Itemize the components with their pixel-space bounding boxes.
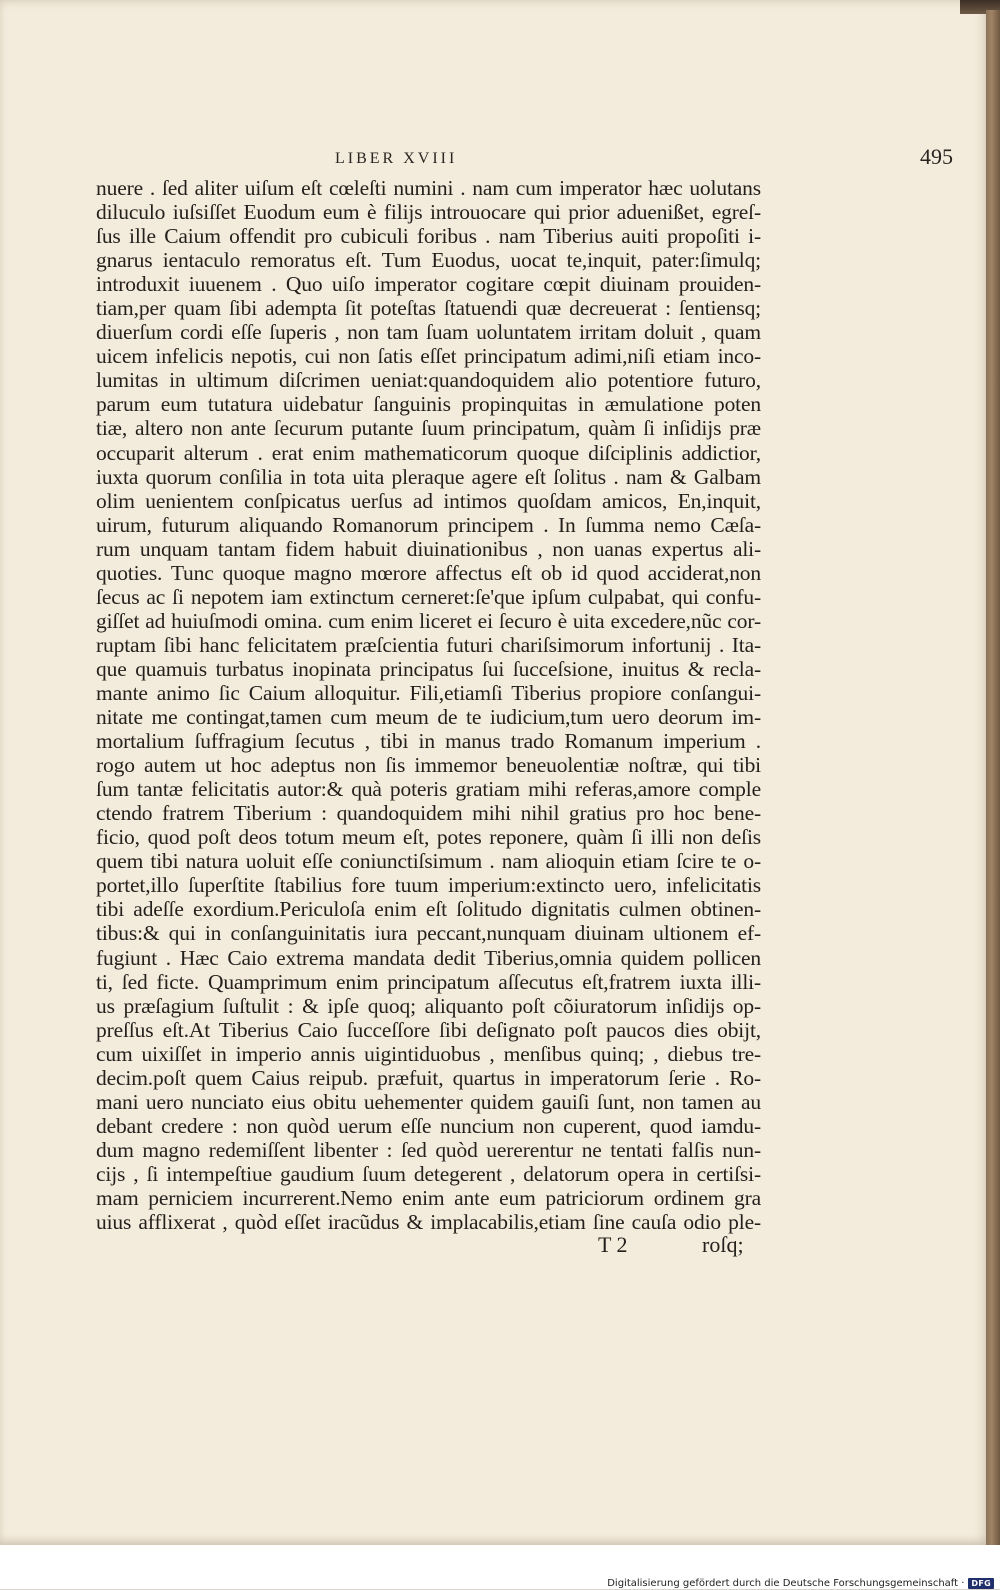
text-line: us præſagium ſuſtulit : & ipſe quoq; aliquanto poſt cõiuratorum inſidijs op- <box>96 993 761 1018</box>
text-line: uirum, futurum aliquando Romanorum principem . In ſumma nemo Cæſa- <box>96 512 761 537</box>
text-line: giſſet ad huiuſmodi omina. cum enim liceret ei ſecuro è uita excedere,nũc cor- <box>96 608 761 633</box>
text-line: uius afflixerat , quòd eſſet iracũdus & implacabilis,etiam ſine cauſa odio ple- <box>96 1210 761 1235</box>
running-title: LIBER XVIII <box>335 150 458 167</box>
text-line: iuxta quorum conſilia in tota uita pleraque agere eſt ſolitus . nam & Galbam <box>96 464 761 489</box>
credit-text: Digitalisierung gefördert durch die Deutsche Forschungsgemeinschaft · <box>607 1577 965 1589</box>
text-line: cum uixiſſet in imperio annis uigintiduobus , menſibus quinq; , diebus tre- <box>96 1041 761 1066</box>
text-line: que quamuis turbatus inopinata principatus ſui ſucceſsione, inuitus & recla- <box>96 656 761 681</box>
book-edge <box>986 10 1000 1550</box>
text-line: tibus:& qui in conſanguinitatis iura peccant,nunquam diuinam ultionem ef- <box>96 921 761 946</box>
text-line: rum unquam tantam fidem habuit diuinationibus , non uanas expertus ali- <box>96 536 761 561</box>
text-line: ſum tantæ felicitatis autor:& quà poteris gratiam mihi referas,amore comple <box>96 777 761 802</box>
text-line: dum magno redemiſſent libenter : ſed quòd uererentur ne tentati falſis nun- <box>96 1137 761 1162</box>
text-line: mam perniciem incurrerent.Nemo enim ante eum patriciorum ordinem gra <box>96 1185 761 1210</box>
text-line: quoties. Tunc quoque magno mœrore affectus eſt ob id quod acciderat,non <box>96 560 761 585</box>
text-line: rogo autem ut hoc adeptus non ſis immemor beneuolentiæ noſtræ, qui tibi <box>96 753 761 778</box>
digitization-credit <box>607 1576 994 1590</box>
text-line: tibi adeſſe exordium.Periculoſa enim eſt ſolitudo dignitatis culmen obtinen- <box>96 897 761 922</box>
text-line: mante animo ſic Caium alloquitur. Fili,etiamſi Tiberius propiore conſangui- <box>96 680 761 705</box>
text-line: debant credere : non quòd uerum eſſe nuncium non cuperent, quod iamdu- <box>96 1113 761 1138</box>
text-line: tiæ, altero non ante ſecurum putante ſuum principatum, quàm ſi inſidijs præ <box>96 416 761 441</box>
text-line: diuerſum cordi eſſe ſuperis , non tam ſuam uoluntatem irritam doluit , quam <box>96 320 761 345</box>
text-line: preſſus eſt.At Tiberius Caio ſucceſſore ſibi deſignato poſt paucos dies obijt, <box>96 1017 761 1042</box>
body-text <box>96 176 761 1234</box>
text-line: fugiunt . Hæc Caio extrema mandata dedit Tiberius,omnia quidem pollicen <box>96 945 761 970</box>
text-line: tiam,per quam ſibi adempta ſit poteſtas ſtatuendi quæ decreuerat : ſentiensq; <box>96 296 761 321</box>
text-line: ſecus ac ſi nepotem iam extinctum cerneret:ſe'que ipſum culpabat, qui confu- <box>96 584 761 609</box>
page-number: 495 <box>920 144 953 169</box>
text-line: ruptam ſibi hanc felicitatem præſcientia futuri chariſsimorum infortunij . Ita- <box>96 632 761 657</box>
text-line: nitate me contingat,tamen cum meum de te iudicium,tum uero deorum im- <box>96 705 761 730</box>
text-line: ti, ſed ficte. Quamprimum enim principatum aſſecutus eſt,fratrem iuxta illi- <box>96 969 761 994</box>
text-line: diluculo iuſsiſſet Euodum eum è filijs introuocare qui prior aduenißet, egreſ- <box>96 200 761 225</box>
text-line: olim uenientem conſpicatus uerſus ad intimos quoſdam amicos, En,inquit, <box>96 488 761 513</box>
text-line: portet,illo ſuperſtite ſtabilius fore tuum imperium:extincto uero, infelicitatis <box>96 873 761 898</box>
text-line: ſus ille Caium offendit pro cubiculi foribus . nam Tiberius auiti propoſiti i- <box>96 224 761 249</box>
text-line: decim.poſt quem Caius reipub. præfuit, quartus in imperatorum ſerie . Ro- <box>96 1065 761 1090</box>
text-line: parum eum tutatura uidebatur ſanguinis propinquitas in æmulatione poten <box>96 392 761 417</box>
text-line: ctendo fratrem Tiberium : quandoquidem mihi nihil gratius pro hoc bene- <box>96 801 761 826</box>
text-line: mani uero nunciato eius obitu uehementer quidem gauiſi ſunt, non tamen au <box>96 1089 761 1114</box>
text-line: introduxit iuuenem . Quo uiſo imperator cogitare cœpit diuinam prouiden- <box>96 272 761 297</box>
text-line: gnarus ientaculo remoratus eſt. Tum Euodus, uocat te,inquit, pater:ſimulq; <box>96 248 761 273</box>
text-line: mortalium ſuffragium ſecutus , tibi in manus trado Romanum imperium . <box>96 729 761 754</box>
text-line: ficio, quod poſt deos totum meum eſt, potes reponere, quàm ſi illi non deſis <box>96 825 761 850</box>
catchword: roſq; <box>702 1232 744 1257</box>
text-line: cijs , ſi intempeſtiue gaudium ſuum detegerent , delatorum opera in certiſsi- <box>96 1161 761 1186</box>
signature-mark: T 2 <box>598 1232 628 1257</box>
text-line: uicem infelicis nepotis, cui non ſatis eſſet principatum adimi,niſi etiam inco- <box>96 344 761 369</box>
text-line: lumitas in ultimum diſcrimen ueniat:quandoquidem alio potentiore futuro, <box>96 368 761 393</box>
text-line: quem tibi natura uoluit eſſe coniunctiſsimum . nam alioquin etiam ſcire te o- <box>96 849 761 874</box>
text-line: occuparit alterum . erat enim mathematicorum quoque diſciplinis addictior, <box>96 440 761 465</box>
page-footer <box>598 1232 768 1262</box>
text-line: nuere . ſed aliter uiſum eſt cœleſti numini . nam cum imperator hæc uolutans <box>96 176 761 200</box>
dfg-logo: DFG <box>968 1578 994 1589</box>
